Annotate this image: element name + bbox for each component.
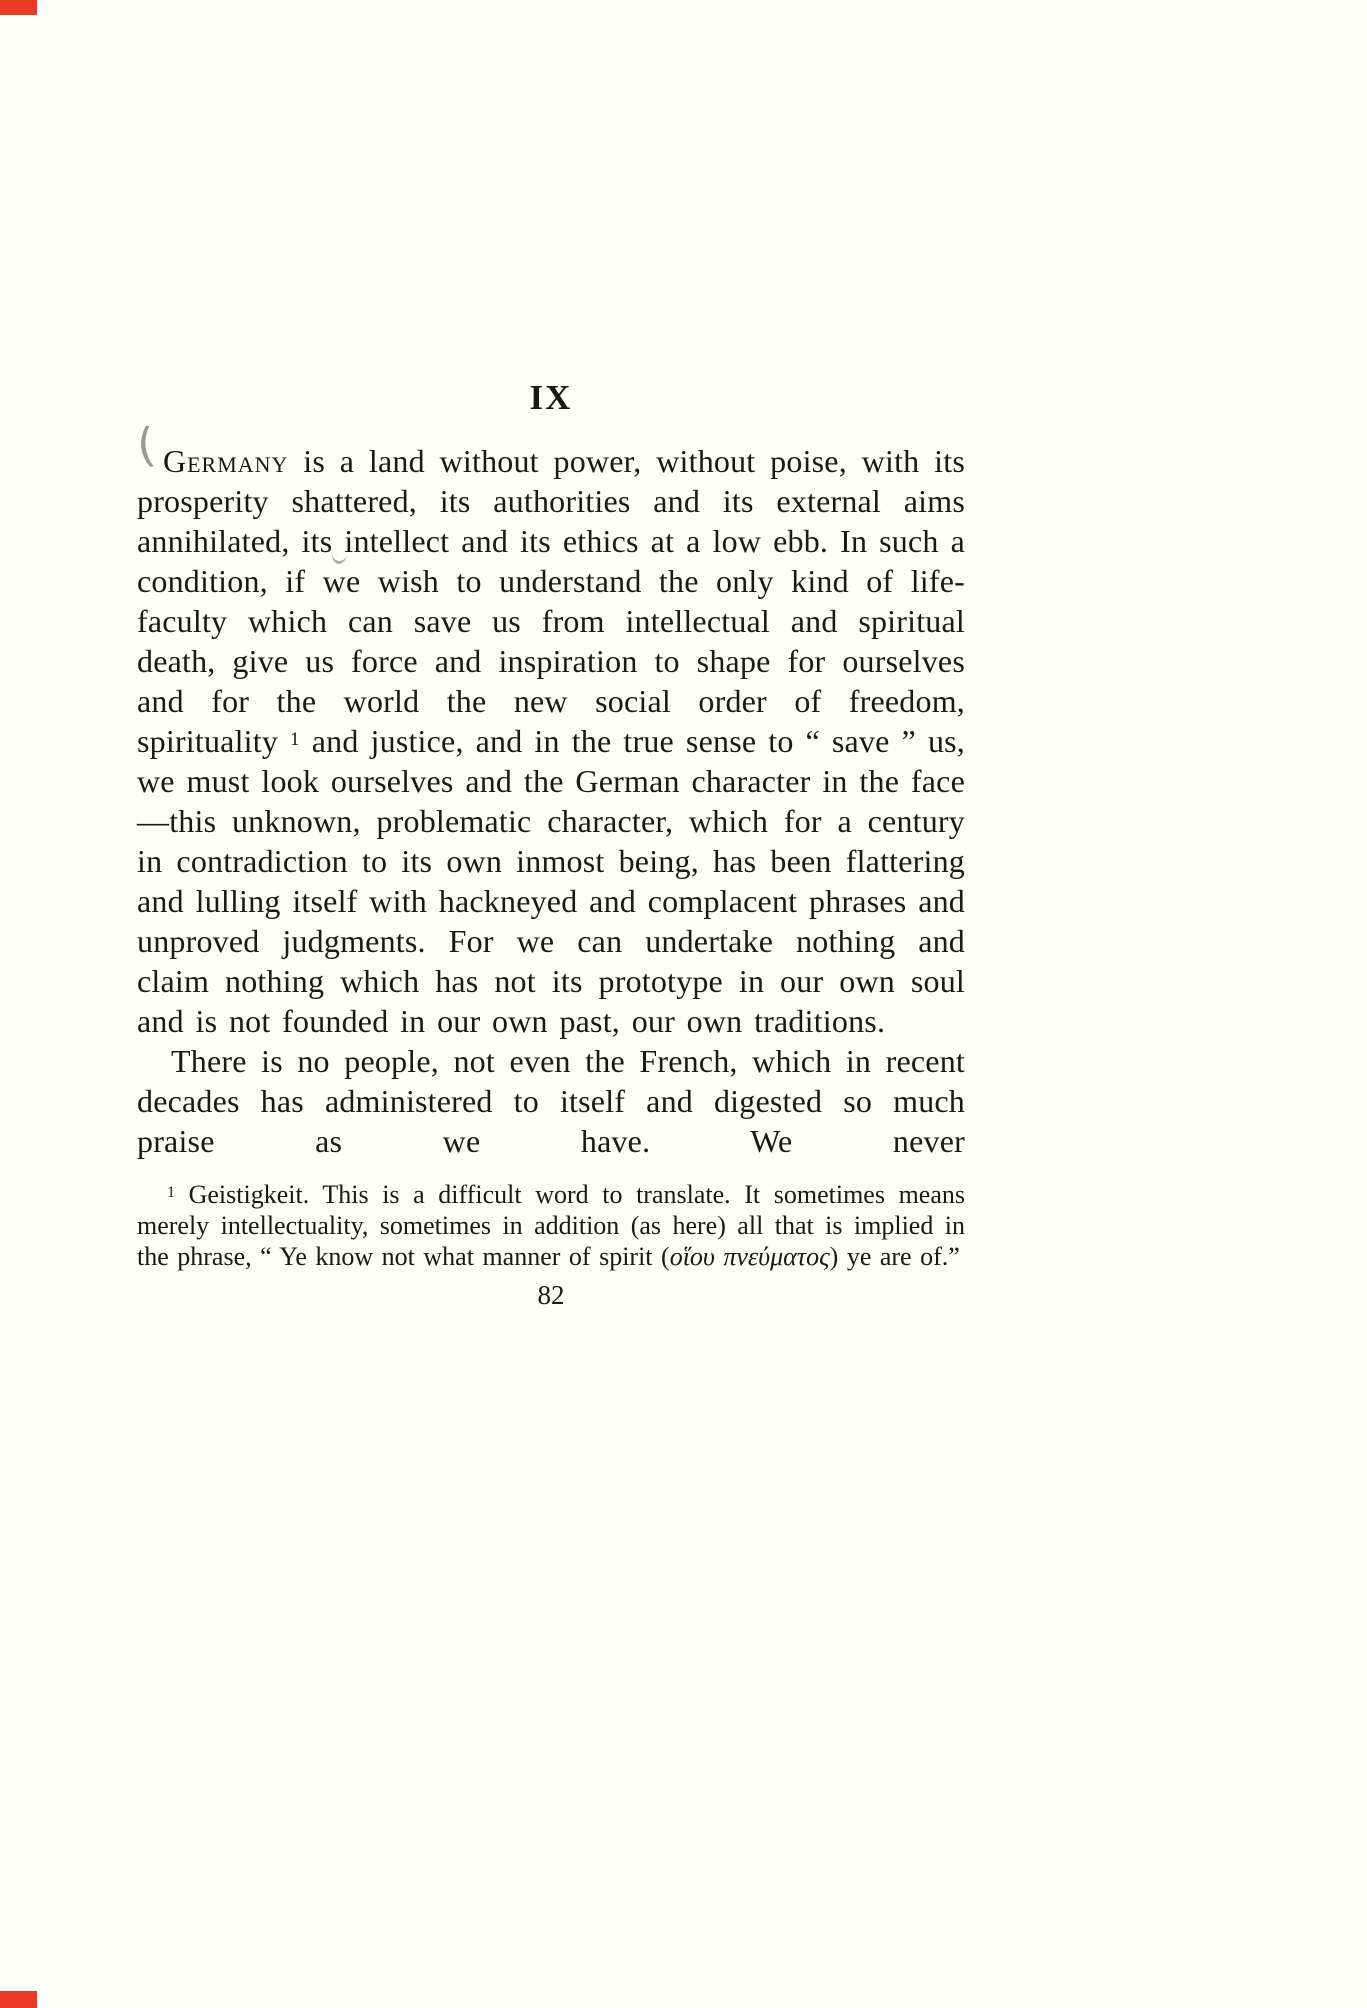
footnote-greek-phrase: οἵου πνεύματος [669, 1242, 830, 1271]
chapter-heading: IX [529, 378, 573, 417]
footnote-marker-superscript: 1 [167, 1184, 175, 1201]
paragraph-1-text-a: is a land without power, without poise, with its prosperity shattered, its authorities and its external aims annihilated, its intellect and its ethics at a low ebb. In such a condition, if we wish to understand the only kind of life-faculty which can save us from intellectual and spiritual death, give us force and inspiration to shape for ourselves and for the world the new social order of freedom, spirituality [137, 443, 965, 759]
opening-word-smallcaps: Germany [163, 443, 289, 479]
paragraph-1-text-b: and justice, and in the true sense to “ save ” us, we must look ourselves and the German character in the face—this unknown, problematic character, which for a century in contradiction to its own inmost being, has been flattering and lulling itself with hackneyed and complacent phrases and unproved judgments. For we can undertake nothing and claim nothing which has not its prototype in our own soul and is not founded in our own past, our own traditions. [137, 723, 965, 1039]
pencil-mark-bracket: ( [134, 417, 158, 473]
paragraph-2: There is no people, not even the French, which in recent decades has administered to itself and digested so much praise as we have. We never [137, 1043, 965, 1159]
paragraph-1 [137, 441, 965, 1041]
footnote [137, 1179, 965, 1272]
scan-artifact-red-bottom-left [0, 1991, 37, 2008]
footnote-text-b: ) ye are of.” [829, 1242, 960, 1271]
footnote-text-a: Geistigkeit. This is a difficult word to translate. It sometimes means merely intellectuality, sometimes in addition (as here) all that is implied in the phrase, “ Ye know not what manner of spirit ( [137, 1180, 965, 1271]
page-number: 82 [537, 1280, 565, 1310]
scan-artifact-red-top-left [0, 0, 37, 15]
text-block [134, 378, 965, 1311]
footnote-reference-superscript: 1 [290, 729, 300, 750]
